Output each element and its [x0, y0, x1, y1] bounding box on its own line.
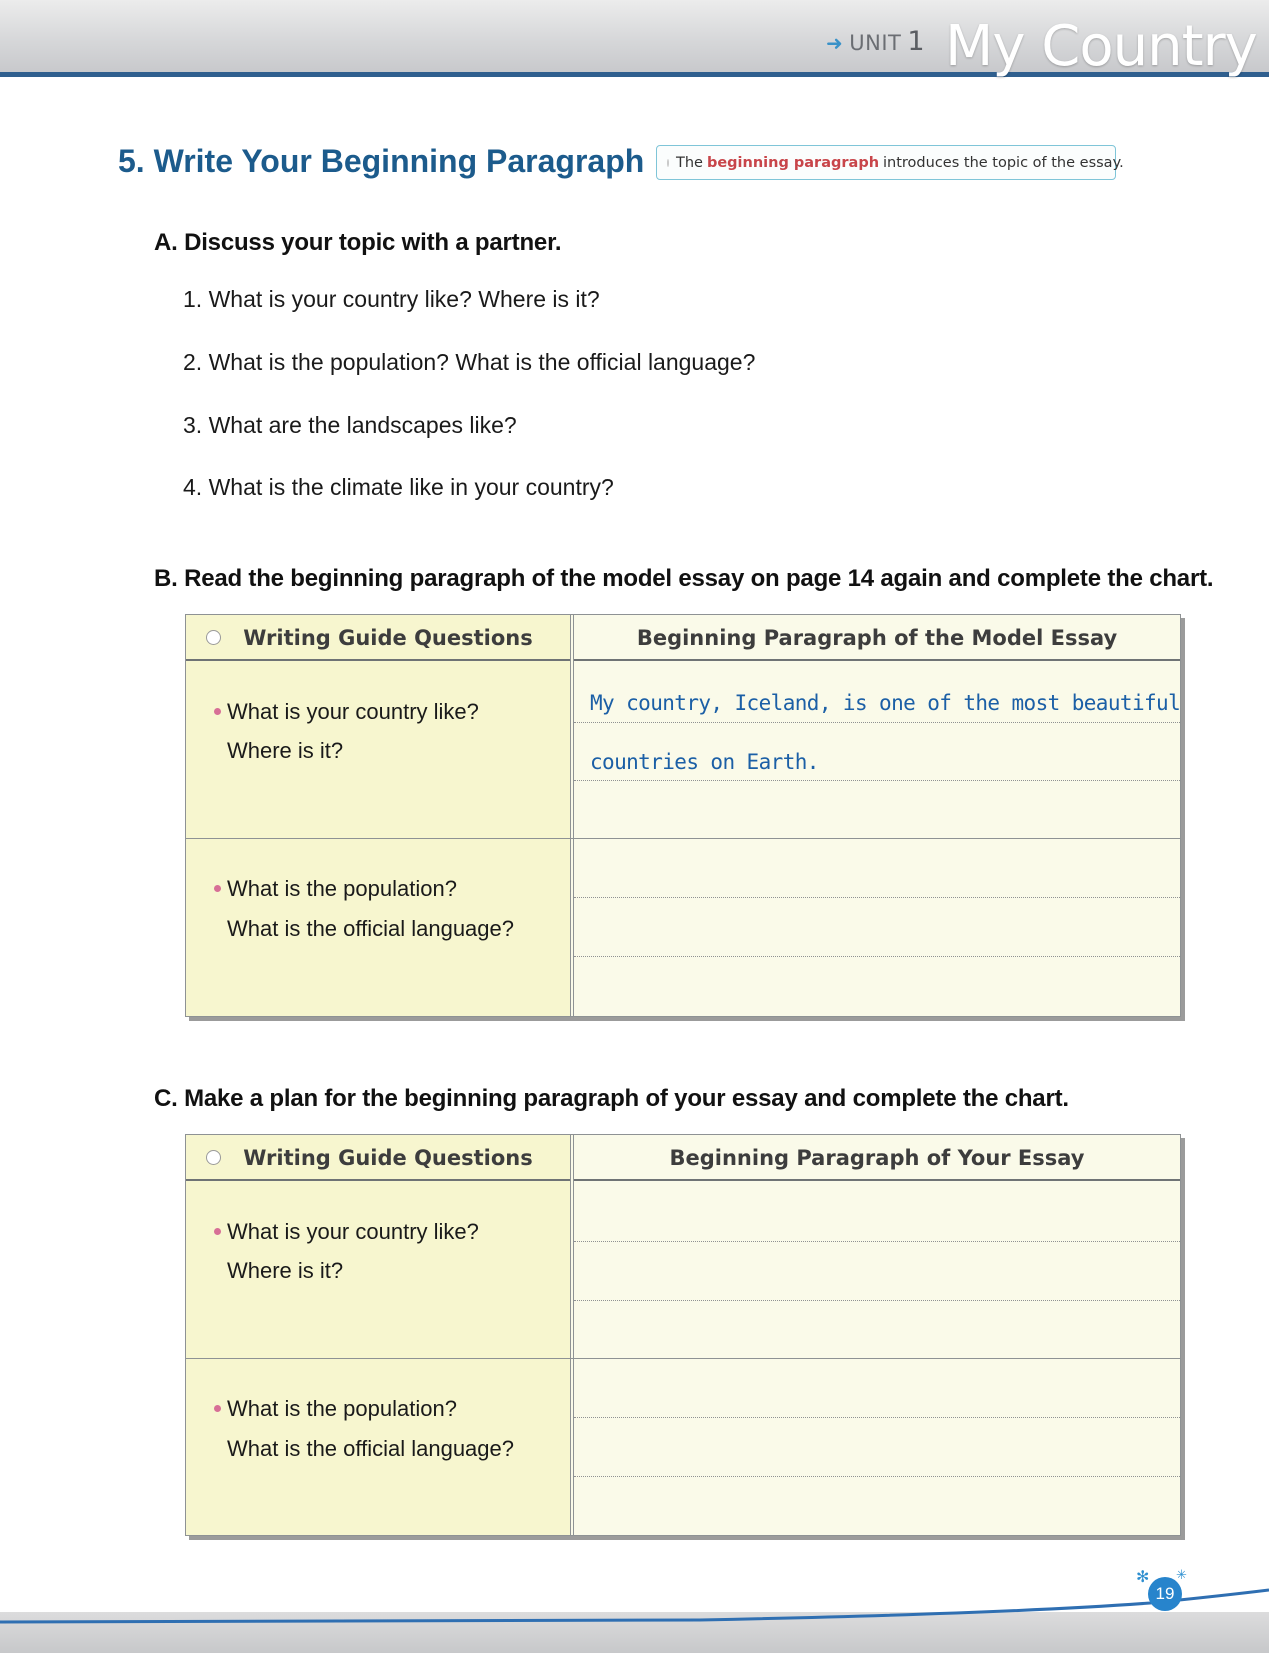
- answer-line: [574, 956, 1180, 957]
- tip-box: [656, 145, 1124, 180]
- questions-column: [186, 1135, 570, 1535]
- chart-body: [185, 1134, 1181, 1536]
- guide-question: What is the official language?: [227, 1436, 514, 1461]
- part-b-heading: B. Read the beginning paragraph of the model essay on page 14 again and complete the chart.: [154, 565, 1214, 592]
- model-essay-chart: [185, 614, 1181, 1017]
- discussion-question: 2. What is the population? What is the official language?: [183, 349, 756, 375]
- column-divider: [570, 1135, 574, 1535]
- radio-circle-icon: [206, 630, 221, 645]
- guide-question: What is the official language?: [227, 916, 514, 941]
- column-header-your-essay: Beginning Paragraph of Your Essay: [669, 1146, 1085, 1170]
- answer-line[interactable]: [574, 1476, 1180, 1477]
- guide-question: What is your country like?: [227, 1219, 479, 1244]
- questions-column: [186, 615, 570, 1016]
- column-header-model-essay: Beginning Paragraph of the Model Essay: [636, 626, 1118, 650]
- tip-text-before: The: [676, 154, 703, 171]
- guide-question: What is the population?: [227, 1396, 457, 1421]
- chart-body: [185, 614, 1181, 1017]
- unit-title: My Country: [945, 14, 1257, 79]
- answer-line: [574, 722, 1180, 723]
- answer-line[interactable]: [574, 1417, 1180, 1418]
- bullet-dot-icon: [667, 159, 669, 167]
- footer-swoosh: [0, 1570, 1269, 1630]
- answer-line: [574, 897, 1180, 898]
- model-answer-line: countries on Earth.: [590, 750, 819, 774]
- bullet-icon: [214, 708, 221, 715]
- guide-question: Where is it?: [227, 738, 344, 763]
- column-header-questions: Writing Guide Questions: [243, 626, 533, 650]
- discussion-question: 1. What is your country like? Where is it?: [183, 286, 600, 312]
- discussion-question: 3. What are the landscapes like?: [183, 412, 517, 438]
- unit-word: UNIT: [849, 31, 902, 55]
- row-divider: [186, 838, 1180, 839]
- column-header-questions: Writing Guide Questions: [243, 1146, 533, 1170]
- part-c-heading: C. Make a plan for the beginning paragraph of your essay and complete the chart.: [154, 1085, 1069, 1112]
- model-answer-line: My country, Iceland, is one of the most beautiful: [590, 691, 1181, 715]
- section-title: 5. Write Your Beginning Paragraph: [118, 143, 645, 179]
- bullet-icon: [214, 1228, 221, 1235]
- answer-line[interactable]: [574, 1241, 1180, 1242]
- answer-line[interactable]: [574, 1300, 1180, 1301]
- bullet-icon: [214, 1405, 221, 1412]
- arrow-right-icon: ➜: [826, 31, 844, 55]
- part-a-heading: A. Discuss your topic with a partner.: [154, 229, 562, 256]
- row-divider: [186, 1358, 1180, 1359]
- guide-question: Where is it?: [227, 1258, 344, 1283]
- tip-text-after: introduces the topic of the essay.: [883, 154, 1124, 171]
- snowflake-icon: ✻: [1136, 1569, 1150, 1586]
- radio-circle-icon: [206, 1150, 221, 1165]
- guide-question: What is the population?: [227, 876, 457, 901]
- answer-line: [574, 780, 1180, 781]
- page-number: 19: [1148, 1577, 1182, 1611]
- discussion-question: 4. What is the climate like in your country?: [183, 474, 614, 500]
- your-essay-chart: [185, 1134, 1181, 1536]
- unit-number: 1: [907, 26, 926, 57]
- tip-highlight: beginning paragraph: [706, 154, 880, 171]
- guide-question: What is your country like?: [227, 699, 479, 724]
- unit-label: [826, 26, 925, 56]
- snowflake-icon: ✳: [1176, 1567, 1187, 1582]
- bullet-icon: [214, 885, 221, 892]
